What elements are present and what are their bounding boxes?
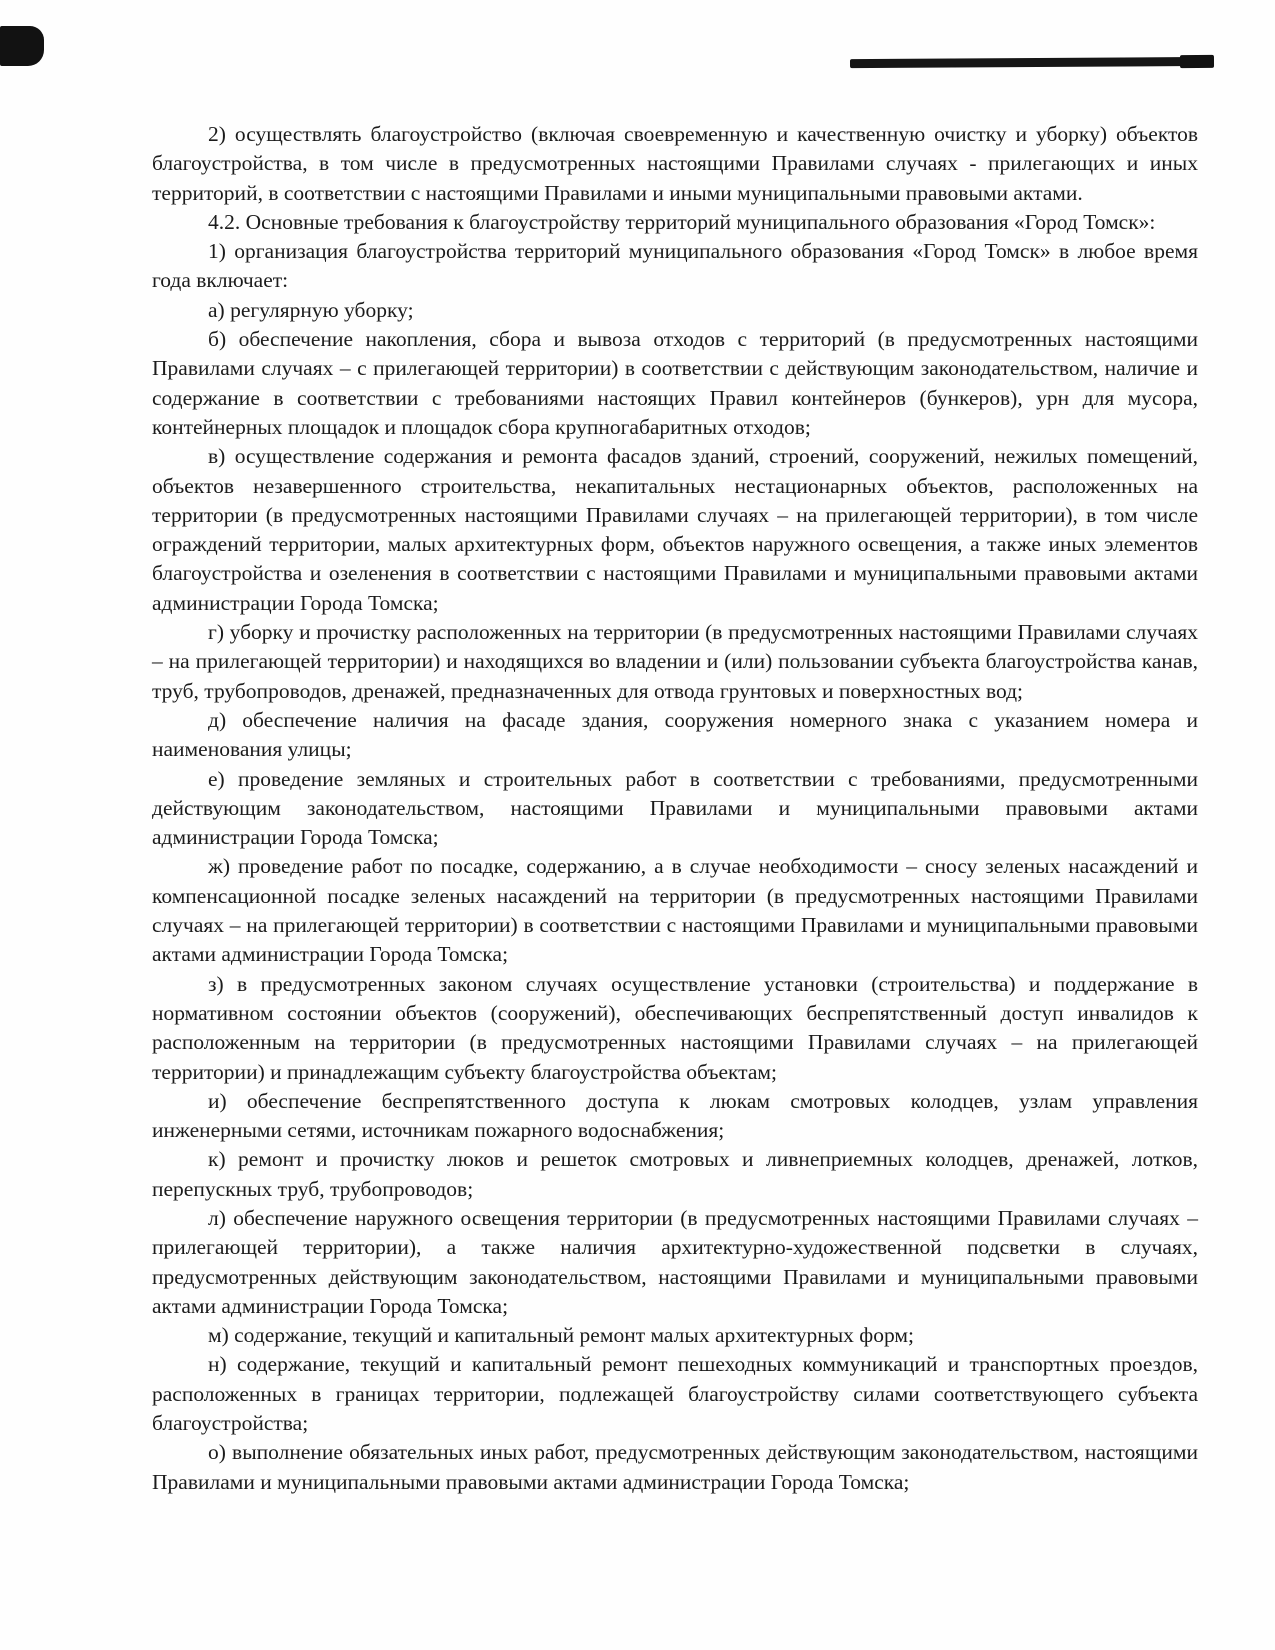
paragraph-subitem-z: з) в предусмотренных законом случаях осуществление установки (строительства) и поддержание в нормативном состоянии объектов (сооружений), обеспечивающих беспрепятственный доступ инвалидов к расположенным на территории (в предусмотренных настоящими Правилами случаях – на прилегающей территории) и принадлежащим субъекту благоустройства объектам; [152, 971, 1198, 1084]
paragraph-subitem-i: и) обеспечение беспрепятственного доступа к люкам смотровых колодцев, узлам управления инженерными сетями, источникам пожарного водоснабжения; [152, 1088, 1198, 1143]
document-body [152, 120, 1198, 1497]
paragraph-subitem-v: в) осуществление содержания и ремонта фасадов зданий, строений, сооружений, нежилых помещений, объектов незавершенного строительства, некапитальных нестационарных объектов, расположенных на территории (в предусмотренных настоящими Правилами случаях – на прилегающей территории), в том числе ограждений территории, малых архитектурных форм, объектов наружного освещения, а также иных элементов благоустройства и озеленения в соответствии с настоящими Правилами и муниципальными правовыми актами администрации Города Томска; [152, 444, 1198, 615]
paragraph-subitem-n: н) содержание, текущий и капитальный ремонт пешеходных коммуникаций и транспортных проездов, расположенных в границах территории, подлежащей благоустройству силами соответствующего субъекта благоустройства; [152, 1352, 1198, 1436]
paragraph-intro-2: 2) осуществлять благоустройство (включая своевременную и качественную очистку и уборку) объектов благоустройства, в том числе в предусмотренных настоящими Правилами случаях - прилегающих и иных территорий, в соответствии с настоящими Правилами и иными муниципальными правовыми актами. [152, 122, 1198, 205]
scan-artifact-corner-blot [0, 26, 44, 66]
paragraph-subitem-b: б) обеспечение накопления, сбора и вывоза отходов с территорий (в предусмотренных настоящими Правилами случаях – с прилегающей территории) в соответствии с действующим законодательством, наличие и содержание в соответствии с требованиями настоящих Правил контейнеров (бункеров), урн для мусора, контейнерных площадок и площадок сбора крупногабаритных отходов; [152, 327, 1198, 439]
paragraph-subitem-e: е) проведение земляных и строительных работ в соответствии с требованиями, предусмотренными действующим законодательством, настоящими Правилами и муниципальными правовыми актами администрации Города Томска; [152, 766, 1198, 850]
paragraph-item-1: 1) организация благоустройства территорий муниципального образования «Город Томск» в любое время года включает: [152, 239, 1198, 293]
paragraph-subitem-a: а) регулярную уборку; [208, 297, 414, 322]
paragraph-subitem-o: о) выполнение обязательных иных работ, предусмотренных действующим законодательством, настоящими Правилами и муниципальными правовыми актами администрации Города Томска; [152, 1440, 1198, 1494]
paragraph-subitem-k: к) ремонт и прочистку люков и решеток смотровых и ливнеприемных колодцев, дренажей, лотков, перепускных труб, трубопроводов; [152, 1147, 1198, 1201]
scan-artifact-horizontal-bar [850, 57, 1214, 68]
paragraph-subitem-g: г) уборку и прочистку расположенных на территории (в предусмотренных настоящими Правилами случаях – на прилегающей территории) и находящихся во владении и (или) пользовании субъекта благоустройства канав, труб, трубопроводов, дренажей, предназначенных для отвода грунтовых и поверхностных вод; [152, 620, 1198, 703]
paragraph-subitem-l: л) обеспечение наружного освещения территории (в предусмотренных настоящими Правилами случаях – прилегающей территории), а также наличия архитектурно-художественной подсветки в случаях, предусмотренных действующим законодательством, настоящими Правилами и муниципальными правовыми актами администрации Города Томска; [152, 1205, 1198, 1318]
paragraph-subitem-zh: ж) проведение работ по посадке, содержанию, а в случае необходимости – сносу зеленых насаждений и компенсационной посадке зеленых насаждений на территории (в предусмотренных настоящими Правилами случаях – на прилегающей территории) в соответствии с настоящими Правилами и муниципальными правовыми актами администрации Города Томска; [152, 854, 1198, 967]
paragraph-subitem-m: м) содержание, текущий и капитальный ремонт малых архитектурных форм; [208, 1323, 914, 1348]
paragraph-section-4-2: 4.2. Основные требования к благоустройству территорий муниципального образования «Город Томск»: [208, 209, 1156, 234]
paragraph-subitem-d: д) обеспечение наличия на фасаде здания, сооружения номерного знака с указанием номера и наименования улицы; [152, 707, 1198, 762]
